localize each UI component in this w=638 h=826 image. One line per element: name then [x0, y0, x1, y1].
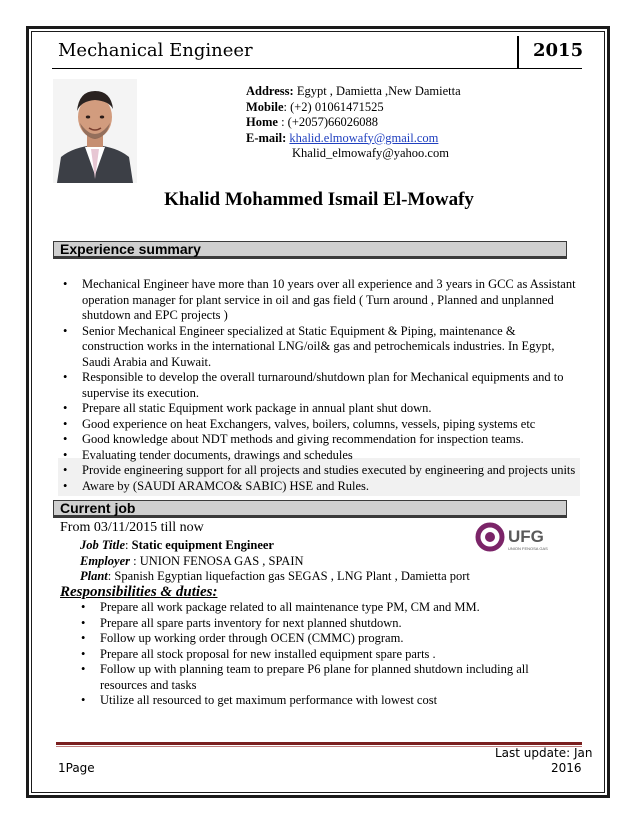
email-link-gmail[interactable]: khalid.elmowafy@gmail.com: [289, 130, 439, 145]
home-row: [246, 115, 461, 131]
bullet-icon: •: [81, 600, 86, 614]
experience-item: [60, 432, 580, 448]
bullet-icon: •: [63, 447, 68, 462]
experience-item: [60, 479, 580, 495]
experience-item: [60, 417, 580, 433]
header-year: 2015: [533, 40, 584, 61]
experience-item: [60, 401, 580, 417]
list-item-text: Mechanical Engineer have more than 10 years over all experience and 3 years in GCC as Assistant operation manager for plant service in oil and gas field ( Turn around , Planned and unplanned shutdown and EPC projects ): [82, 277, 576, 322]
plant-value: : Spanish Egyptian liquefaction gas SEGAS , LNG Plant , Damietta port: [107, 569, 470, 583]
plant-row: [80, 569, 470, 585]
duty-item: [78, 693, 548, 709]
responsibilities-heading: Responsibilities & duties:: [60, 584, 218, 600]
bullet-icon: •: [81, 662, 86, 676]
bullet-icon: •: [63, 463, 68, 477]
bullet-icon: •: [63, 323, 68, 338]
ufg-logo-subtext: UNION FENOSA GAS: [508, 546, 548, 551]
address-label: Address:: [246, 84, 294, 98]
bullet-icon: •: [81, 615, 86, 630]
experience-item: [60, 370, 580, 401]
employer-label: Employer: [80, 553, 130, 568]
experience-item: [60, 277, 580, 324]
list-item-text: Prepare all stock proposal for new installed equipment spare parts .: [100, 646, 436, 661]
mobile-label: Mobile: [246, 99, 284, 114]
bullet-icon: •: [81, 631, 86, 645]
duties-list: [78, 600, 548, 709]
job-title-value: Static equipment Engineer: [131, 538, 274, 552]
job-details: [80, 538, 470, 585]
list-item-text: Prepare all spare parts inventory for next planned shutdown.: [100, 615, 402, 630]
list-item-text: Responsible to develop the overall turnaround/shutdown plan for Mechanical equipments and to supervise its execution.: [82, 370, 564, 400]
duty-item: [78, 662, 548, 693]
contact-block: [246, 84, 461, 162]
duty-item: [78, 616, 548, 632]
list-item-text: Follow up working order through OCEN (CMMC) program.: [100, 631, 404, 645]
profile-photo: [53, 79, 137, 183]
experience-item: [60, 448, 580, 464]
bullet-icon: •: [63, 370, 68, 384]
section-current-job: Current job: [53, 500, 567, 518]
ufg-logo-text: UFG: [508, 527, 544, 546]
email-yahoo: Khalid_elmowafy@yahoo.com: [292, 146, 449, 160]
mobile-row: [246, 100, 461, 116]
bullet-icon: •: [63, 401, 68, 415]
employer-row: [80, 554, 470, 570]
bullet-icon: •: [81, 693, 86, 707]
address-value: Egypt , Damietta ,New Damietta: [293, 84, 461, 98]
job-title-row: [80, 538, 470, 554]
list-item-text: Follow up with planning team to prepare P6 plane for planned shutdown including all resources and tasks: [100, 662, 529, 692]
home-label: Home: [246, 115, 278, 129]
job-title-colon: :: [125, 538, 132, 552]
mobile-value: : (+2) 01061471525: [283, 99, 384, 114]
list-item-text: Provide engineering support for all projects and studies executed by engineering and projects units: [82, 463, 576, 477]
experience-item: [60, 324, 580, 371]
employer-value: : UNION FENOSA GAS , SPAIN: [130, 553, 304, 568]
list-item-text: Good knowledge about NDT methods and giving recommendation for inspection teams.: [82, 432, 524, 446]
plant-label: Plant: [80, 569, 108, 583]
footer-rule: [56, 742, 582, 745]
email-row-2: [246, 146, 461, 162]
list-item-text: Good experience on heat Exchangers, valves, boilers, columns, vessels, piping systems etc: [82, 416, 536, 431]
list-item-text: Prepare all static Equipment work package in annual plant shut down.: [82, 401, 432, 415]
bullet-icon: •: [63, 277, 68, 291]
header-divider: [517, 36, 519, 68]
experience-item: [60, 463, 580, 479]
home-value: : (+2057)66026088: [277, 115, 379, 129]
candidate-name: Khalid Mohammed Ismail El-Mowafy: [164, 189, 474, 210]
bullet-icon: •: [63, 478, 68, 493]
bullet-icon: •: [63, 416, 68, 431]
experience-list: [60, 277, 580, 494]
list-item-text: Prepare all work package related to all maintenance type PM, CM and MM.: [100, 600, 480, 614]
bullet-icon: •: [63, 432, 68, 446]
list-item-text: Utilize all resourced to get maximum performance with lowest cost: [100, 693, 438, 707]
list-item-text: Aware by (SAUDI ARAMCO& SABIC) HSE and Rules.: [82, 478, 370, 493]
email-label: E-mail:: [246, 130, 287, 145]
duty-item: [78, 600, 548, 616]
job-title-label: Job Title: [80, 538, 126, 552]
header-rule: [52, 68, 582, 69]
bullet-icon: •: [81, 646, 86, 661]
address-row: [246, 84, 461, 100]
last-update-year: 2016: [551, 761, 582, 775]
list-item-text: Senior Mechanical Engineer specialized at Static Equipment & Piping, maintenance & construction works in the international LNG/oil& gas and petrochemicals industries. In Egypt, Saudi Arabia and Kuwait.: [82, 323, 555, 369]
ufg-logo: [475, 522, 555, 554]
page-number: 1Page: [58, 761, 95, 775]
list-item-text: Evaluating tender documents, drawings and schedules: [82, 447, 353, 462]
last-update: Last update: Jan: [495, 746, 593, 760]
job-period: From 03/11/2015 till now: [60, 520, 204, 535]
header-title: Mechanical Engineer: [58, 40, 253, 61]
section-experience-summary: Experience summary: [53, 241, 567, 259]
duty-item: [78, 631, 548, 647]
duty-item: [78, 647, 548, 663]
email-row: [246, 131, 461, 147]
